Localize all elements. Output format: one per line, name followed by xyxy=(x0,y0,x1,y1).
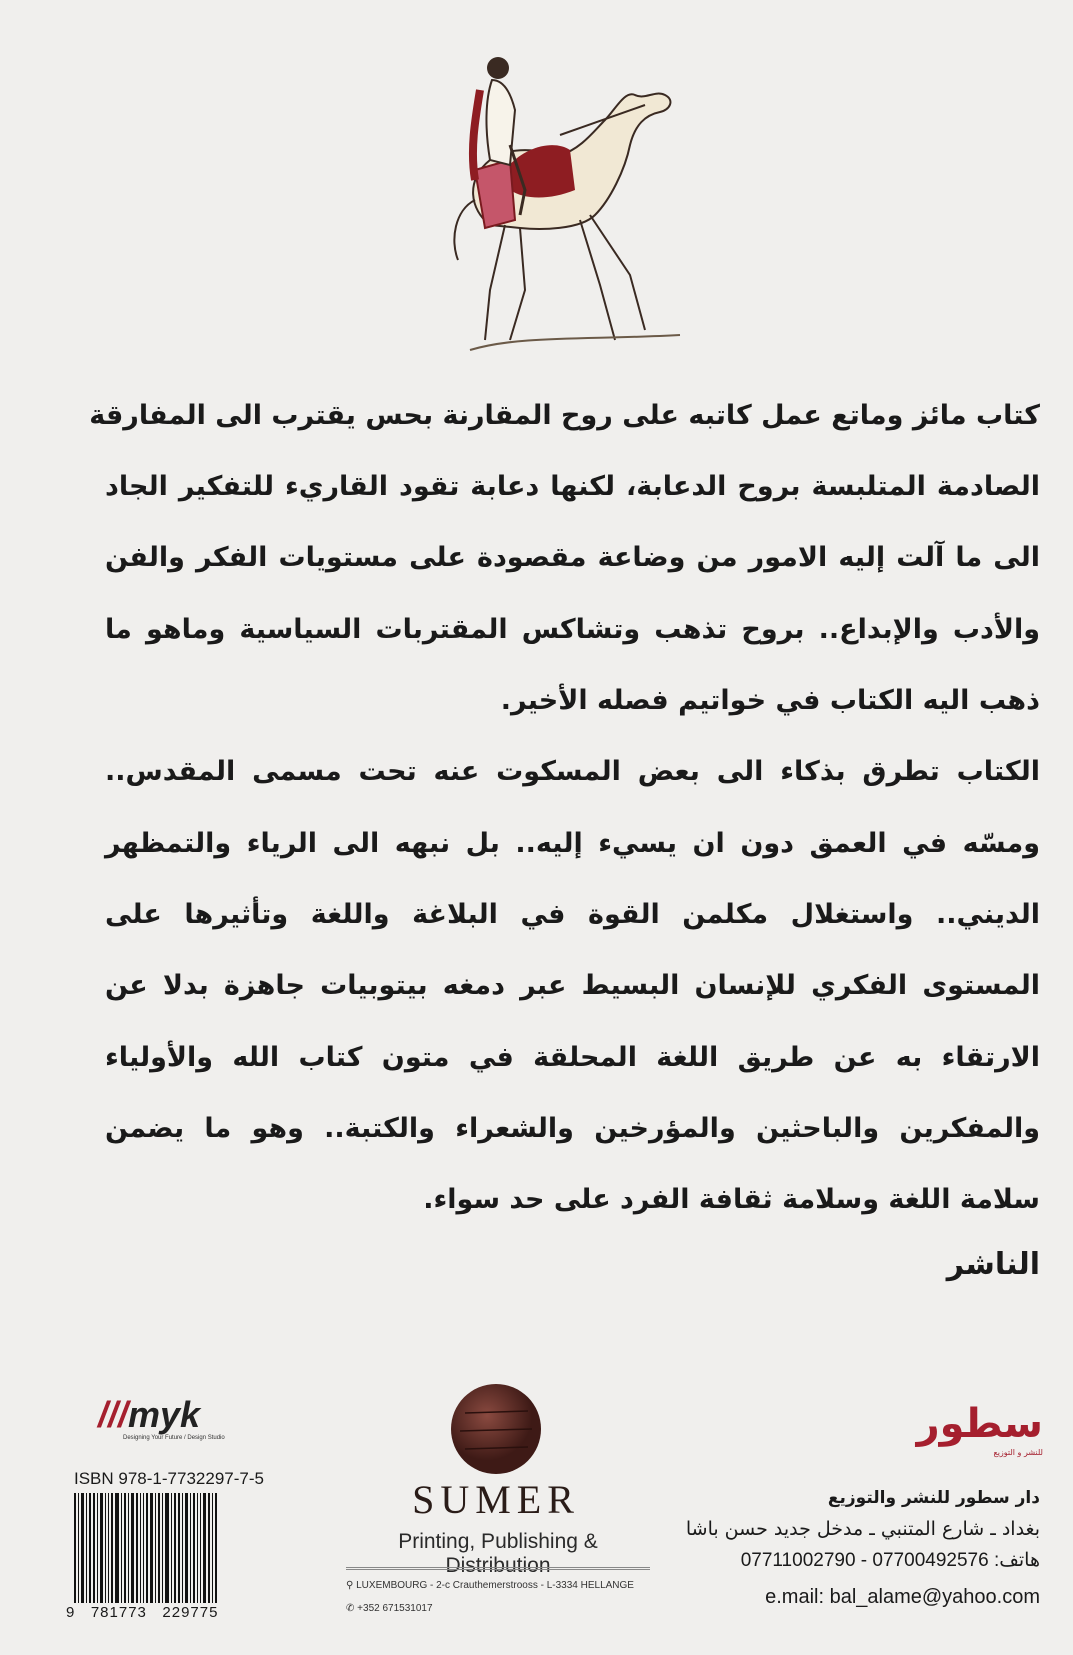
barcode-bar xyxy=(171,1493,172,1603)
barcode-bar xyxy=(121,1493,122,1603)
design-studio-logo-text: myk xyxy=(128,1394,201,1435)
barcode-bar xyxy=(185,1493,188,1603)
barcode-bar xyxy=(178,1493,180,1603)
barcode-bar xyxy=(150,1493,153,1603)
sumer-address xyxy=(346,1580,634,1591)
barcode-bar xyxy=(190,1493,191,1603)
barcode-bar xyxy=(165,1493,169,1603)
location-pin-icon: ⚲ xyxy=(346,1580,357,1591)
barcode-bar xyxy=(124,1493,126,1603)
barcode-bar xyxy=(174,1493,176,1603)
sumer-phone xyxy=(346,1603,433,1614)
barcode-bar xyxy=(128,1493,129,1603)
blurb-line: ذهب اليه الكتاب في خواتيم فصله الأخير. xyxy=(500,685,1040,716)
sutoor-email: e.mail: bal_alame@yahoo.com xyxy=(765,1586,1040,1608)
blurb-line: الى ما آلت إليه الامور من وضاعة مقصودة على مستويات الفكر والفن xyxy=(105,542,1040,573)
barcode-bar xyxy=(89,1493,91,1603)
sutoor-address: بغداد ـ شارع المتنبي ـ مدخل جديد حسن باشا xyxy=(685,1518,1040,1540)
isbn-label: ISBN 978-1-7732297-7-5 xyxy=(74,1469,264,1488)
barcode-bar xyxy=(136,1493,138,1603)
barcode-bar xyxy=(86,1493,87,1603)
design-studio-tagline: Designing Your Future / Design Studio xyxy=(123,1435,225,1441)
blurb-line: والأدب والإبداع.. بروح تذهب وتشاكس المقتربات السياسية وماهو ما xyxy=(105,614,1040,645)
blurb-line: الديني.. واستغلال مكلمن القوة في البلاغة واللغة وتأثيرها على xyxy=(105,899,1040,930)
barcode-bar xyxy=(193,1493,195,1603)
barcode-bar xyxy=(111,1493,113,1603)
barcode-bar xyxy=(146,1493,148,1603)
barcode-bar xyxy=(93,1493,95,1603)
barcode-bar xyxy=(81,1493,84,1603)
barcode-bar xyxy=(97,1493,98,1603)
divider xyxy=(346,1567,650,1570)
barcode-bar xyxy=(108,1493,109,1603)
blurb-line: الصادمة المتلبسة بروح الدعابة، لكنها دعابة تقود القاريء للتفكير الجاد xyxy=(105,471,1040,502)
phone-icon: ✆ xyxy=(346,1603,358,1614)
barcode-bar xyxy=(131,1493,134,1603)
sumer-address-text: LUXEMBOURG - 2-c Crauthemerstrooss - L-3334 HELLANGE xyxy=(356,1580,634,1591)
barcode-bar xyxy=(74,1493,76,1603)
blurb-line: الارتقاء به عن طريق اللغة المحلقة في متون كتاب الله والأولياء xyxy=(105,1042,1040,1073)
barcode-bar xyxy=(208,1493,210,1603)
publisher-signature: الناشر xyxy=(946,1247,1040,1282)
blurb-line: الكتاب تطرق بذكاء الى بعض المسكوت عنه تحت مسمى المقدس.. xyxy=(105,756,1040,787)
blurb-line: ومسّه في العمق دون ان يسيء إليه.. بل نبهه الى الرياء والتمظهر xyxy=(105,828,1040,859)
barcode-bar xyxy=(215,1493,217,1603)
sutoor-logo xyxy=(915,1400,1043,1457)
sumer-subtitle: Printing, Publishing & Distribution xyxy=(398,1530,598,1577)
sutoor-logo-text: سطور xyxy=(916,1401,1043,1447)
barcode-bar xyxy=(115,1493,119,1603)
blurb-line: والمفكرين والباحثين والمؤرخين والشعراء والكتبة.. وهو ما يضمن xyxy=(105,1113,1040,1144)
barcode-bar xyxy=(200,1493,201,1603)
blurb-line: سلامة اللغة وسلامة ثقافة الفرد على حد سواء. xyxy=(423,1184,1040,1215)
sutoor-logo-sub: للنشر و التوزيع xyxy=(993,1448,1043,1457)
sumer-name: SUMER xyxy=(412,1477,580,1522)
sumer-phone-text: +352 671531017 xyxy=(357,1603,433,1614)
sumer-seal-icon xyxy=(450,1383,542,1475)
barcode-bar xyxy=(182,1493,183,1603)
blurb-line: المستوى الفكري للإنسان البسيط عبر دمغه بيتوبيات جاهزة بدلا عن xyxy=(105,970,1040,1001)
barcode-bar xyxy=(162,1493,163,1603)
barcode-bar xyxy=(78,1493,79,1603)
barcode-digits: 9 781773 229775 xyxy=(62,1604,222,1621)
design-studio-logo: ///myk Designing Your Future / Design Studio xyxy=(98,1395,228,1441)
sutoor-phone: هاتف: 07700492576 - 07711002790 xyxy=(740,1550,1040,1571)
barcode-bar xyxy=(155,1493,156,1603)
barcode xyxy=(74,1493,286,1603)
sutoor-name: دار سطور للنشر والتوزيع xyxy=(827,1488,1040,1508)
barcode-bar xyxy=(105,1493,106,1603)
barcode-bar xyxy=(100,1493,103,1603)
barcode-bar xyxy=(197,1493,198,1603)
barcode-bar xyxy=(212,1493,213,1603)
camel-rider-illustration xyxy=(430,50,710,365)
barcode-bar xyxy=(140,1493,141,1603)
barcode-bar xyxy=(203,1493,206,1603)
blurb-line: كتاب مائز وماتع عمل كاتبه على روح المقارنة بحس يقترب الى المفارقة xyxy=(89,400,1040,431)
barcode-bar xyxy=(158,1493,160,1603)
barcode-bar xyxy=(143,1493,144,1603)
